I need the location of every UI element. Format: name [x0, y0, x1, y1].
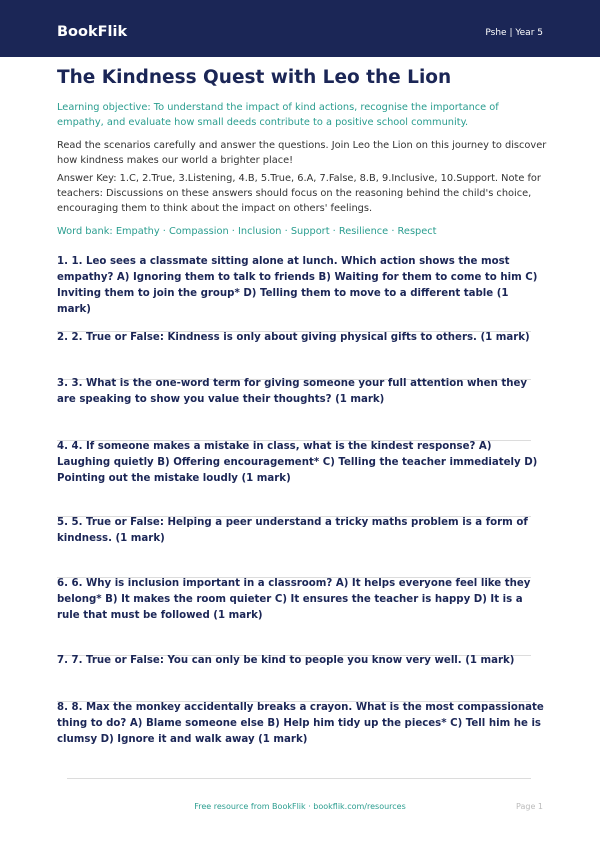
- question-2: 2. 2. True or False: Kindness is only about giving physical gifts to others. (1 mark): [57, 332, 530, 343]
- question-4: 4. 4. If someone makes a mistake in class, what is the kindest response? A) Laughing quietly B) Offering encouragement* C) Telling the teacher immediately D) Pointing out the mistake loudly (1 mark): [57, 441, 538, 484]
- page-number: Page 1: [516, 802, 543, 811]
- question-8: 8. 8. Max the monkey accidentally breaks a crayon. What is the most compassionate thing to do? A) Blame someone else B) Help him tidy up the pieces* C) Tell him he is clumsy D) Ignore it and walk away (1 mark): [57, 702, 544, 745]
- footer-divider: [67, 778, 531, 779]
- footer-text: Free resource from BookFlik · bookflik.com/resources: [194, 802, 406, 811]
- page-title: The Kindness Quest with Leo the Lion: [57, 67, 452, 88]
- answer-key: Answer Key: 1.C, 2.True, 3.Listening, 4.B, 5.True, 6.A, 7.False, 8.B, 9.Inclusive, 10.Support. Note for teachers: Discussions on these answers should focus on the reasoning behind the child's choice, encouraging them to think about the impact on others' feelings.: [57, 173, 541, 214]
- intro-text: Read the scenarios carefully and answer the questions. Join Leo the Lion on this journey to discover how kindness makes our world a brighter place!: [57, 140, 547, 166]
- learning-objective: Learning objective: To understand the impact of kind actions, recognise the importance of empathy, and evaluate how small deeds contribute to a positive school community.: [57, 102, 499, 128]
- header-bar: [0, 0, 600, 57]
- question-5: 5. 5. True or False: Helping a peer understand a tricky maths problem is a form of kindness. (1 mark): [57, 517, 528, 544]
- subject-year-label: Pshe | Year 5: [485, 28, 543, 38]
- word-bank: Word bank: Empathy · Compassion · Inclusion · Support · Resilience · Respect: [57, 226, 437, 237]
- question-6: 6. 6. Why is inclusion important in a classroom? A) It helps everyone feel like they belong* B) It makes the room quieter C) It ensures the teacher is happy D) It is a rule that must be followed (1 mark): [57, 578, 531, 621]
- brand-logo: BookFlik: [57, 24, 128, 40]
- question-7: 7. 7. True or False: You can only be kind to people you know very well. (1 mark): [57, 655, 515, 666]
- question-3: 3. 3. What is the one-word term for giving someone your full attention when they are speaking to show you value their thoughts? (1 mark): [57, 378, 528, 405]
- question-1: 1. 1. Leo sees a classmate sitting alone at lunch. Which action shows the most empathy? A) Ignoring them to talk to friends B) Waiting for them to come to him C) Inviting them to join the group* D) Telling them to move to a different table (1 mark): [57, 256, 538, 315]
